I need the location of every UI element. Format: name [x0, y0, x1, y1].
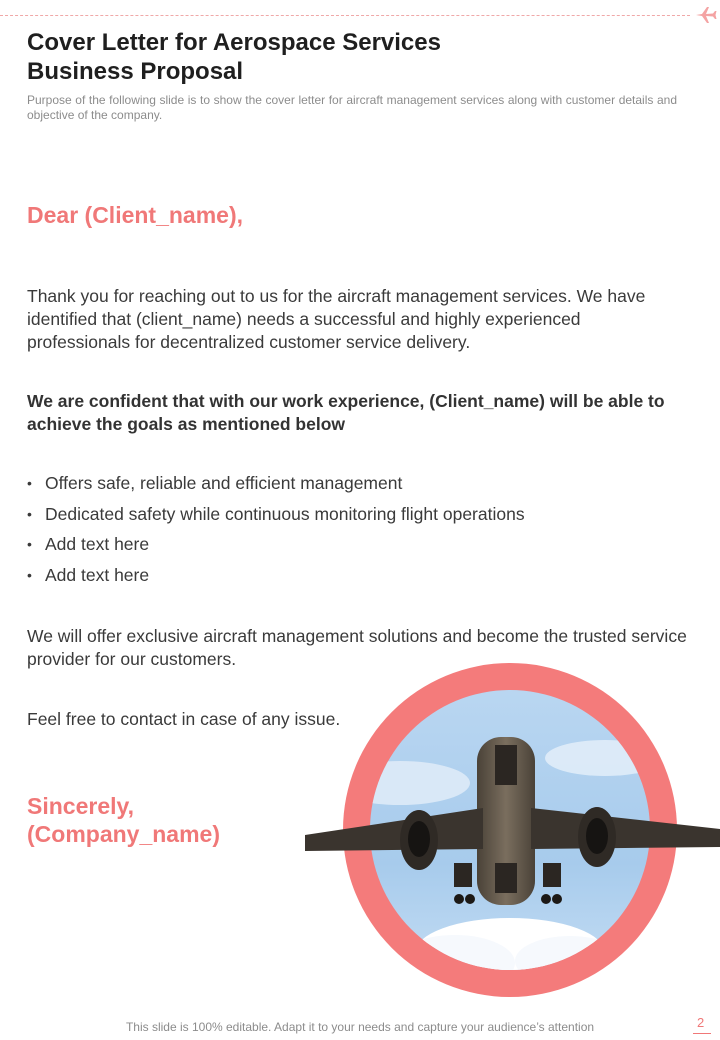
list-item — [27, 472, 687, 503]
bullet-icon: • — [27, 536, 32, 552]
page-number: 2 — [697, 1015, 705, 1030]
closing-company-name: (Company_name) — [27, 821, 220, 847]
list-item-text: Add text here — [45, 534, 150, 554]
bullet-icon: • — [27, 566, 32, 583]
list-item-text: Dedicated safety while continuous monitoring flight operations — [45, 503, 525, 524]
list-item — [27, 503, 687, 534]
list-item-text: Offers safe, reliable and efficient management — [45, 473, 403, 493]
list-item — [27, 533, 687, 564]
title-line-1: Cover Letter for Aerospace Services — [27, 29, 441, 56]
goals-list — [27, 472, 687, 594]
list-item-text: Add text here — [45, 564, 150, 585]
letter-paragraph-confidence: We are confident that with our work experience, (Client_name) will be able to achieve the goals as mentioned below — [27, 391, 665, 434]
title-line-2: Business Proposal — [27, 58, 244, 85]
letter-paragraph-contact: Feel free to contact in case of any issue. — [27, 709, 341, 729]
footer-note: This slide is 100% editable. Adapt it to your needs and capture your audience’s attention — [125, 1020, 595, 1034]
letter-closing — [27, 792, 220, 848]
letter-paragraph-offer: We will offer exclusive aircraft management solutions and become the trusted service provider for our customers. — [27, 626, 687, 669]
airplane-photo — [305, 663, 720, 998]
page-subtitle: Purpose of the following slide is to show the cover letter for aircraft management services along with customer details and objective of the company. — [27, 93, 677, 122]
top-dashed-divider — [0, 15, 690, 16]
airplane-icon — [694, 3, 718, 27]
page-title — [27, 28, 587, 86]
bullet-icon: • — [27, 505, 32, 522]
closing-salutation: Sincerely, — [27, 793, 134, 819]
letter-greeting: Dear (Client_name), — [27, 202, 244, 228]
page-number-underline — [693, 1033, 711, 1034]
letter-paragraph-intro: Thank you for reaching out to us for the aircraft management services. We have identified that (client_name) needs a successful and highly experienced professionals for decentralized customer service delivery. — [27, 286, 646, 352]
bullet-icon: • — [27, 475, 32, 491]
list-item — [27, 564, 687, 595]
